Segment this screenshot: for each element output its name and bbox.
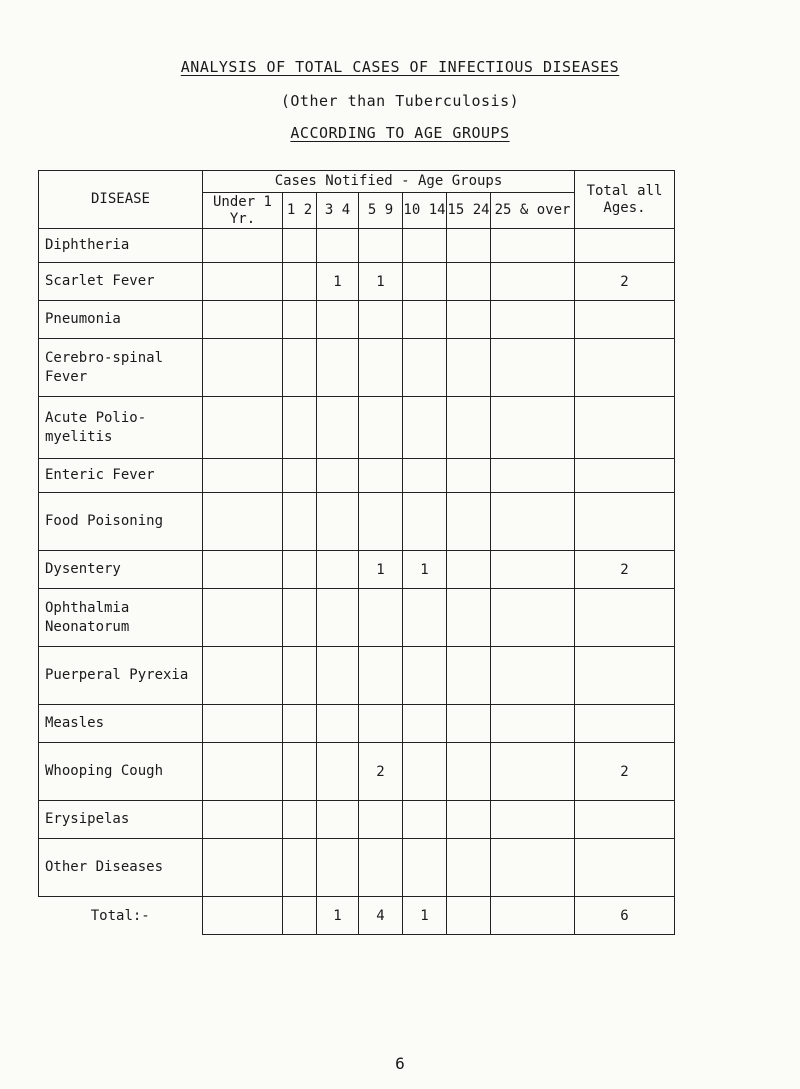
row-total-cell	[575, 589, 675, 647]
age-group-header: 5 9	[359, 193, 403, 229]
row-total-cell	[575, 459, 675, 493]
count-cell	[491, 839, 575, 897]
row-total-cell	[575, 839, 675, 897]
count-cell	[283, 459, 317, 493]
total-cell: 1	[403, 897, 447, 935]
count-cell	[203, 229, 283, 263]
age-group-header: 1 2	[283, 193, 317, 229]
row-total-cell	[575, 801, 675, 839]
count-cell	[203, 459, 283, 493]
count-cell	[447, 801, 491, 839]
count-cell	[317, 339, 359, 397]
count-cell	[447, 263, 491, 301]
disease-name: Puerperal Pyrexia	[39, 647, 203, 705]
row-total-cell	[575, 705, 675, 743]
title-age-groups: ACCORDING TO AGE GROUPS	[290, 124, 510, 142]
count-cell	[283, 839, 317, 897]
count-cell	[403, 397, 447, 459]
disease-name: Enteric Fever	[39, 459, 203, 493]
count-cell	[317, 229, 359, 263]
table-row	[39, 459, 675, 493]
count-cell	[403, 339, 447, 397]
count-cell	[403, 263, 447, 301]
count-cell	[203, 397, 283, 459]
table-row	[39, 397, 675, 459]
count-cell	[359, 493, 403, 551]
count-cell	[283, 493, 317, 551]
count-cell	[447, 743, 491, 801]
count-cell	[359, 589, 403, 647]
total-cell: 4	[359, 897, 403, 935]
count-cell	[203, 743, 283, 801]
count-cell	[317, 493, 359, 551]
count-cell	[491, 647, 575, 705]
count-cell	[283, 647, 317, 705]
table-row	[39, 743, 675, 801]
age-group-header: Under 1 Yr.	[203, 193, 283, 229]
disease-name: Whooping Cough	[39, 743, 203, 801]
disease-name: Erysipelas	[39, 801, 203, 839]
count-cell	[447, 705, 491, 743]
count-cell	[403, 229, 447, 263]
count-cell	[359, 647, 403, 705]
disease-name: Ophthalmia Neonatorum	[39, 589, 203, 647]
count-cell	[447, 339, 491, 397]
count-cell	[203, 493, 283, 551]
count-cell	[317, 397, 359, 459]
count-cell	[403, 589, 447, 647]
count-cell	[203, 589, 283, 647]
row-total-cell: 2	[575, 551, 675, 589]
count-cell	[447, 589, 491, 647]
count-cell	[359, 839, 403, 897]
disease-name: Food Poisoning	[39, 493, 203, 551]
count-cell	[491, 229, 575, 263]
age-group-header: 25 & over	[491, 193, 575, 229]
count-cell	[317, 647, 359, 705]
row-total-cell: 2	[575, 743, 675, 801]
count-cell	[491, 551, 575, 589]
count-cell	[359, 459, 403, 493]
table-row	[39, 339, 675, 397]
count-cell	[491, 301, 575, 339]
disease-name: Measles	[39, 705, 203, 743]
title-subtitle: (Other than Tuberculosis)	[280, 92, 520, 110]
count-cell	[491, 263, 575, 301]
count-cell	[491, 801, 575, 839]
count-cell	[359, 229, 403, 263]
count-cell	[447, 647, 491, 705]
table-row	[39, 301, 675, 339]
table-row	[39, 589, 675, 647]
disease-name: Diphtheria	[39, 229, 203, 263]
disease-name: Pneumonia	[39, 301, 203, 339]
count-cell	[403, 705, 447, 743]
row-total-cell	[575, 397, 675, 459]
table-row	[39, 493, 675, 551]
count-cell	[203, 339, 283, 397]
count-cell	[317, 589, 359, 647]
total-cell	[283, 897, 317, 935]
disease-table	[38, 170, 675, 935]
row-total-cell	[575, 229, 675, 263]
count-cell	[447, 551, 491, 589]
count-cell	[283, 339, 317, 397]
count-cell	[283, 589, 317, 647]
count-cell	[317, 551, 359, 589]
count-cell	[203, 263, 283, 301]
table-header	[39, 171, 675, 229]
count-cell	[403, 493, 447, 551]
table-body	[39, 229, 675, 935]
count-cell	[403, 743, 447, 801]
total-header: Total all Ages.	[575, 171, 675, 229]
disease-name: Scarlet Fever	[39, 263, 203, 301]
count-cell	[447, 839, 491, 897]
table-row	[39, 263, 675, 301]
title-main: ANALYSIS OF TOTAL CASES OF INFECTIOUS DISEASES	[180, 58, 620, 76]
total-label: Total:-	[90, 907, 150, 924]
count-cell	[491, 705, 575, 743]
age-group-header: 3 4	[317, 193, 359, 229]
count-cell	[359, 301, 403, 339]
count-cell	[203, 301, 283, 339]
disease-name: Other Diseases	[39, 839, 203, 897]
page-number: 6	[395, 1054, 405, 1073]
table-row	[39, 647, 675, 705]
count-cell	[283, 705, 317, 743]
count-cell	[317, 743, 359, 801]
count-cell: 1	[359, 263, 403, 301]
count-cell	[359, 801, 403, 839]
count-cell	[283, 301, 317, 339]
disease-header: DISEASE	[39, 171, 203, 229]
count-cell	[283, 397, 317, 459]
table-row	[39, 801, 675, 839]
count-cell	[283, 743, 317, 801]
total-cell: 1	[317, 897, 359, 935]
count-cell	[491, 589, 575, 647]
count-cell	[403, 839, 447, 897]
count-cell	[403, 301, 447, 339]
count-cell	[447, 229, 491, 263]
total-cell	[447, 897, 491, 935]
table-row	[39, 229, 675, 263]
count-cell	[447, 301, 491, 339]
table-row	[39, 705, 675, 743]
count-cell	[491, 397, 575, 459]
count-cell	[403, 801, 447, 839]
count-cell	[447, 493, 491, 551]
count-cell	[283, 551, 317, 589]
count-cell	[317, 801, 359, 839]
age-groups-header: Cases Notified - Age Groups	[203, 171, 575, 193]
count-cell	[359, 397, 403, 459]
count-cell	[491, 339, 575, 397]
age-group-header: 10 14	[403, 193, 447, 229]
totals-row	[39, 897, 675, 935]
count-cell	[447, 459, 491, 493]
count-cell	[203, 839, 283, 897]
count-cell	[317, 839, 359, 897]
count-cell: 2	[359, 743, 403, 801]
row-total-cell: 2	[575, 263, 675, 301]
table-row	[39, 551, 675, 589]
count-cell	[317, 459, 359, 493]
count-cell	[491, 459, 575, 493]
grand-total-cell: 6	[575, 897, 675, 935]
count-cell	[283, 263, 317, 301]
table-row	[39, 839, 675, 897]
count-cell	[359, 705, 403, 743]
count-cell	[203, 705, 283, 743]
row-total-cell	[575, 647, 675, 705]
count-cell	[317, 301, 359, 339]
count-cell: 1	[317, 263, 359, 301]
count-cell	[447, 397, 491, 459]
count-cell	[283, 229, 317, 263]
total-cell	[491, 897, 575, 935]
count-cell	[203, 551, 283, 589]
disease-name: Acute Polio-myelitis	[39, 397, 203, 459]
row-total-cell	[575, 339, 675, 397]
count-cell	[203, 647, 283, 705]
count-cell	[359, 339, 403, 397]
count-cell	[203, 801, 283, 839]
count-cell: 1	[359, 551, 403, 589]
row-total-cell	[575, 493, 675, 551]
disease-name: Cerebro-spinal Fever	[39, 339, 203, 397]
count-cell	[403, 647, 447, 705]
row-total-cell	[575, 301, 675, 339]
count-cell: 1	[403, 551, 447, 589]
count-cell	[283, 801, 317, 839]
count-cell	[403, 459, 447, 493]
count-cell	[491, 743, 575, 801]
disease-name: Dysentery	[39, 551, 203, 589]
count-cell	[491, 493, 575, 551]
total-cell	[203, 897, 283, 935]
age-group-header: 15 24	[447, 193, 491, 229]
count-cell	[317, 705, 359, 743]
